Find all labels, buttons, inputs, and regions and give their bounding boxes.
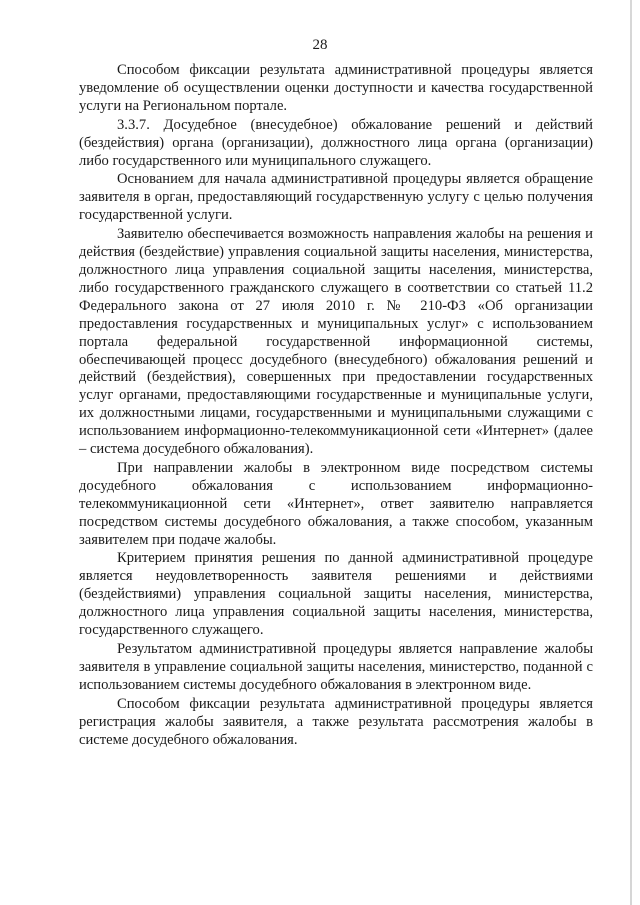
paragraph-fixation-method: Способом фиксации результата административной процедуры является уведомление об осуществлении оценки доступности и качества государственной услуги на Региональном портале. [79, 62, 593, 114]
paragraph-section-3-3-7: 3.3.7. Досудебное (внесудебное) обжалование решений и действий (бездействия) органа (организации), должностного лица органа (организации) либо государственного или муниципального служащего. [79, 116, 593, 169]
paragraph-electronic-complaint: При направлении жалобы в электронном виде посредством системы досудебного обжалования с использованием информационно-телекоммуникационной сети «Интернет», ответ заявителю направляется посредством системы досудебного обжалования, а также способом, указанным заявителем при подаче жалобы. [79, 459, 593, 548]
page-number: 28 [312, 37, 328, 53]
paragraph-result-fixation: Способом фиксации результата административной процедуры является регистрация жалобы заявителя, а также результата рассмотрения жалобы в системе досудебного обжалования. [79, 695, 593, 748]
paragraph-complaint-possibility: Заявителю обеспечивается возможность направления жалобы на решения и действия (бездействие) управления социальной защиты населения, министерства, должностного лица управления социальной защиты населения, министерства, либо государственного гражданского служащего в соответствии со статьей 11.2 Федерального закона от 27 июля 2010 г. № 210-ФЗ «Об организации предоставления государственных и муниципальных услуг» с использованием портала федеральной государственной информационной системы, обеспечивающей процесс досудебного (внесудебного) обжалования решений и действий (бездействия), совершенных при предоставлении государственных услуг органами, предоставляющими государственные и муниципальные услуги, их должностными лицами, государственными и муниципальными служащими с использованием информационно-телекоммуникационной сети «Интернет» (далее – система досудебного обжалования). [79, 226, 593, 458]
paragraph-procedure-result: Результатом административной процедуры является направление жалобы заявителя в управление социальной защиты населения, министерство, поданной с использованием системы досудебного обжалования в электронном виде. [79, 641, 593, 693]
paragraph-decision-criterion: Критерием принятия решения по данной административной процедуре является неудовлетворенность заявителя решениями и действиями (бездействиями) управления социальной защиты населения, министерства, должностного лица управления социальной защиты населения, министерства, государственного служащего. [79, 550, 593, 639]
scan-edge-line [630, 0, 632, 905]
document-body [79, 62, 593, 749]
paragraph-basis: Основанием для начала административной процедуры является обращение заявителя в орган, предоставляющий государственную услугу с целью получения государственной услуги. [79, 171, 593, 224]
